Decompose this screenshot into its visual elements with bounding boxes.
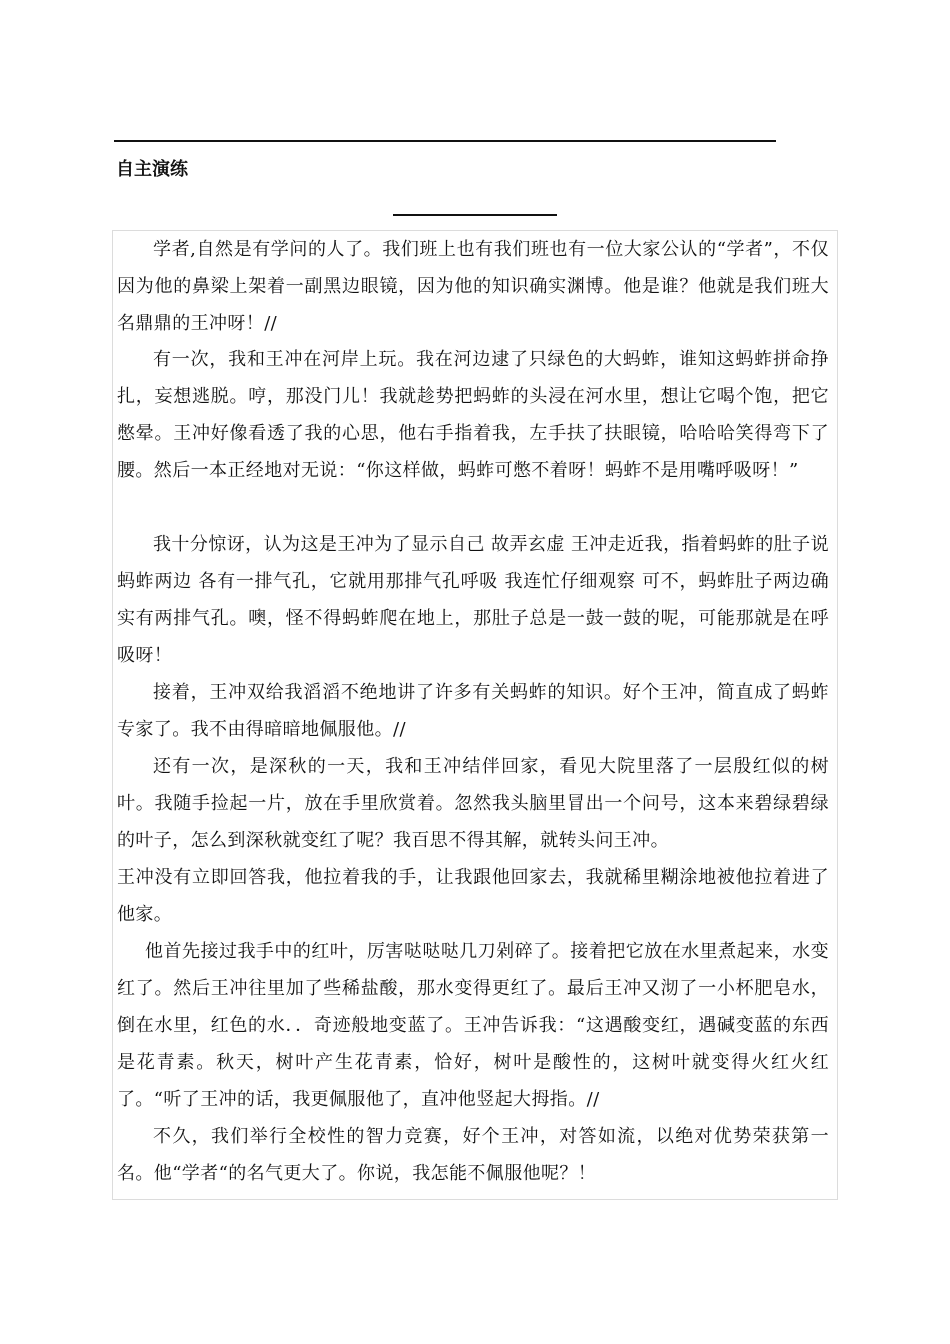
paragraph-3: 我十分惊讶，认为这是王冲为了显示自己 故弄玄虚 王冲走近我，指着蚂蚱的肚子说 蚂蚱两边 各有一排气孔，它就用那排气孔呼吸 我连忙仔细观察 可不，蚂蚱肚子两边确实有两排气孔。噢，怪不得蚂蚱爬在地上，那肚子总是一鼓一鼓的呢，可能那就是在呼吸呀！ — [117, 534, 829, 666]
paragraph-8: 不久，我们举行全校性的智力竞赛，好个王冲，对答如流，以绝对优势荣获第一名。他“学者“的名气更大了。你说，我怎能不佩服他呢？！ — [117, 1126, 829, 1184]
paragraph-2: 有一次，我和王冲在河岸上玩。我在河边逮了只绿色的大蚂蚱，谁知这蚂蚱拼命挣扎，妄想逃脱。哼，那没门儿！我就趁势把蚂蚱的头浸在河水里，想让它喝个饱，把它憋晕。王冲好像看透了我的心思，他右手指着我，左手扶了扶眼镜，哈哈哈笑得弯下了腰。然后一本正经地对无说：“你这样做，蚂蚱可憋不着呀！蚂蚱不是用嘴呼吸呀！” — [117, 349, 829, 481]
article-box — [112, 230, 838, 1200]
top-divider-line — [114, 140, 776, 142]
paragraph-5: 还有一次，是深秋的一天，我和王冲结伴回家，看见大院里落了一层殷红似的树叶。我随手捡起一片，放在手里欣赏着。忽然我头脑里冒出一个问号，这本来碧绿碧绿的叶子，怎么到深秋就变红了呢？我百思不得其解，就转头问王冲。 — [117, 756, 829, 851]
title-blank-line — [393, 214, 557, 216]
section-heading: 自主演练 — [116, 159, 188, 180]
paragraph-6: 王冲没有立即回答我，他拉着我的手，让我跟他回家去，我就稀里糊涂地被他拉着进了他家。 — [117, 867, 829, 925]
paragraph-1: 学者,自然是有学问的人了。我们班上也有我们班也有一位大家公认的“学者”，不仅因为他的鼻梁上架着一副黑边眼镜，因为他的知识确实渊博。他是谁？他就是我们班大名鼎鼎的王冲呀！// — [117, 239, 829, 334]
paragraph-7: 他首先接过我手中的红叶，厉害哒哒哒几刀剁碎了。接着把它放在水里煮起来，水变红了。然后王冲往里加了些稀盐酸，那水变得更红了。最后王冲又沏了一小杯肥皂水，倒在水里，红色的水．．奇迹般地变蓝了。王冲告诉我：“这遇酸变红，遇碱变蓝的东西是花青素。秋天，树叶产生花青素，恰好，树叶是酸性的，这树叶就变得火红火红了。“听了王冲的话，我更佩服他了，直冲他竖起大拇指。// — [117, 941, 829, 1110]
paragraph-4: 接着，王冲双给我滔滔不绝地讲了许多有关蚂蚱的知识。好个王冲，简直成了蚂蚱专家了。我不由得暗暗地佩服他。// — [117, 682, 829, 740]
